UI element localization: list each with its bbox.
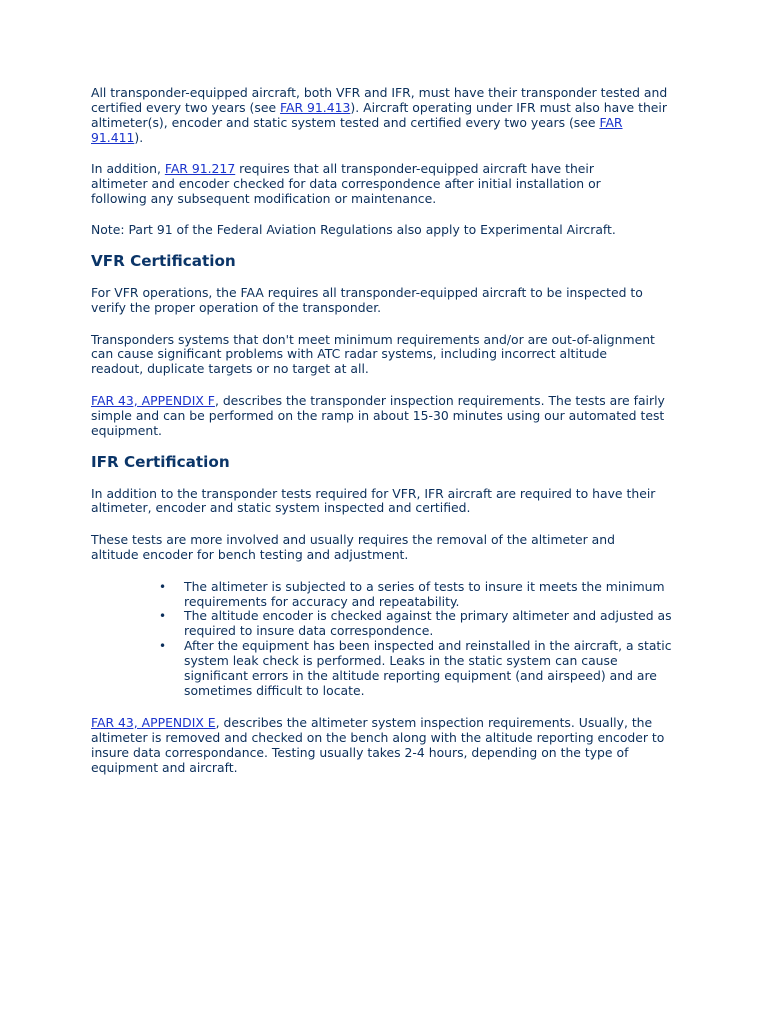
far-43-appendix-f-link[interactable]: FAR 43, APPENDIX F: [91, 392, 215, 408]
far-91-411-link[interactable]: FAR 91.411: [91, 114, 623, 145]
list-item-text: The altitude encoder is checked against the primary altimeter and adjusted as required to insure data correspondence.: [184, 608, 672, 639]
addition-text-1: In addition,: [91, 161, 165, 177]
vfr-paragraph-3: [91, 394, 671, 439]
bullet-icon: •: [159, 579, 167, 594]
ifr-heading: IFR Certification: [91, 452, 230, 471]
addition-paragraph: [91, 162, 636, 207]
list-item: [91, 639, 681, 699]
far-91-413-link[interactable]: FAR 91.413: [280, 99, 351, 115]
intro-text-3: ).: [134, 129, 144, 145]
list-item-text: After the equipment has been inspected and reinstalled in the aircraft, a static system leak check is performed. Leaks in the static system can cause significant errors in the altitude reporting equipment (and airspeed) and are sometimes difficult to locate.: [184, 638, 672, 698]
bullet-icon: •: [159, 609, 167, 624]
ifr-paragraph-2: These tests are more involved and usually requires the removal of the altimeter and altitude encoder for bench testing and adjustment.: [91, 531, 615, 562]
ifr-paragraph-3: [91, 716, 666, 776]
vfr-heading: VFR Certification: [91, 252, 236, 271]
list-item: [91, 609, 681, 639]
addition-text-2: requires that all transponder-equipped aircraft have their altimeter and encoder checked for data correspondence after initial installation or following any subsequent modification or maintenance.: [91, 161, 601, 206]
vfr-paragraph-1: For VFR operations, the FAA requires all transponder-equipped aircraft to be inspected to verify the proper operation of the transponder.: [91, 285, 643, 316]
note-paragraph: Note: Part 91 of the Federal Aviation Regulations also apply to Experimental Aircraft.: [91, 222, 616, 238]
ifr-paragraph-1: In addition to the transponder tests required for VFR, IFR aircraft are required to have their altimeter, encoder and static system inspected and certified.: [91, 485, 656, 516]
far-91-217-link[interactable]: FAR 91.217: [164, 161, 236, 177]
list-item-text: The altimeter is subjected to a series of tests to insure it meets the minimum requirements for accuracy and repeatability.: [184, 578, 665, 609]
ifr-paragraph-3-text: , describes the altimeter system inspection requirements. Usually, the altimeter is removed and checked on the bench along with the altitude reporting encoder to insure data correspondance. Testing usually takes 2-4 hours, depending on the type of equipment and aircraft.: [91, 714, 665, 775]
vfr-paragraph-3-text: , describes the transponder inspection requirements. The tests are fairly simple and can be performed on the ramp in about 15-30 minutes using our automated test equipment.: [91, 392, 665, 438]
list-item: [91, 580, 681, 610]
bullet-icon: •: [159, 639, 167, 654]
far-43-appendix-e-link[interactable]: FAR 43, APPENDIX E: [91, 714, 216, 730]
document-body: [91, 86, 691, 776]
intro-text-1: All transponder-equipped aircraft, both VFR and IFR, must have their transponder tested and certified every two years (see: [91, 85, 668, 115]
intro-text-2: ). Aircraft operating under IFR must also have their altimeter(s), encoder and static system tested and certified every two years (see: [91, 99, 667, 130]
vfr-paragraph-2: Transponders systems that don't meet minimum requirements and/or are out-of-alignment can cause significant problems with ATC radar systems, including incorrect altitude readout, duplicate targets or no target at all.: [91, 331, 655, 377]
ifr-test-list: [91, 580, 681, 699]
intro-paragraph: [91, 86, 676, 146]
